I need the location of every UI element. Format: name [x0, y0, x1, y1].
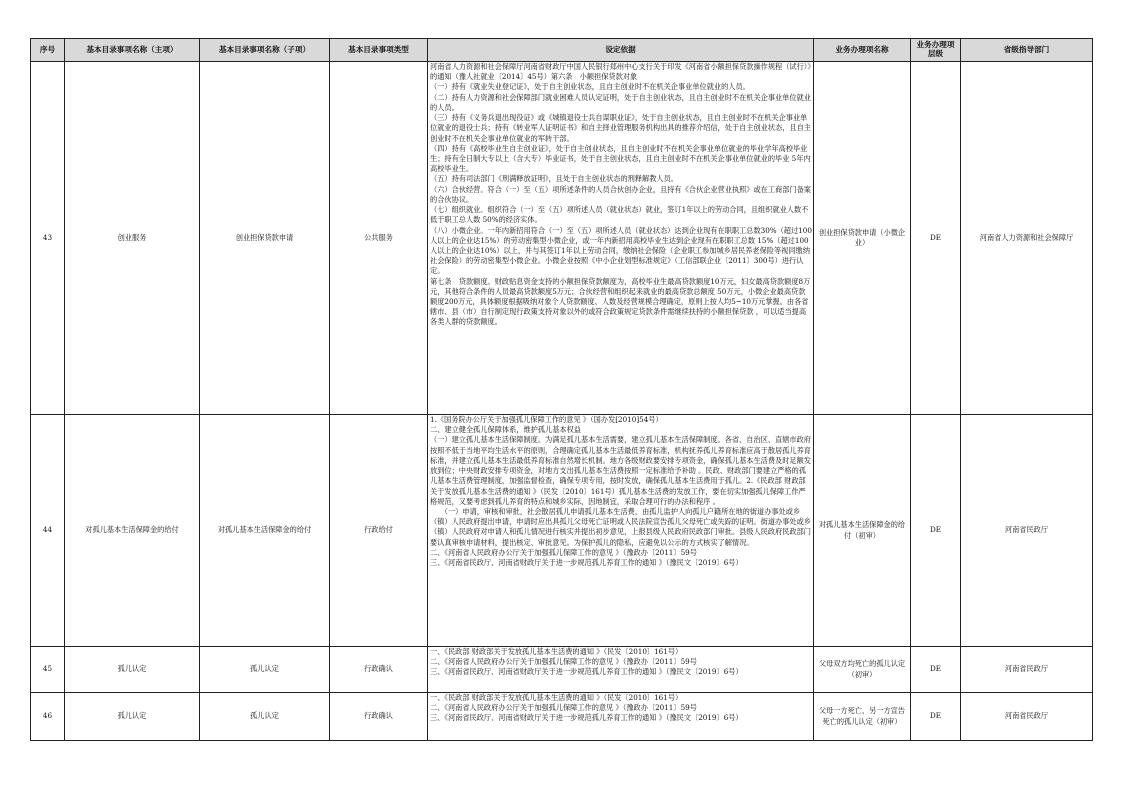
row-service-item: 创业担保贷款申请（小微企业）: [814, 62, 911, 415]
basis-paragraph: （八）小微企业。一年内新招用符合（一）至（五）项所述人员（就业状态）达到企业现有在职职工总数30%（超过100人以上的企业达15%）的劳动密集型小微企业，或一年内新招用高校毕业生达到企业现有在职职工总数 15%（超过100人以上的企业达10%）以上，并与其签订1年以上劳动合同，缴纳社会保险（企业职工参加城乡居民养老保险等视同缴纳社会保险）的劳动密集型小微企业。小微企业按照《中小企业划型标准规定》（工信部联企业〔2011〕300号）进行认定。: [430, 225, 812, 276]
row-main-item: 对孤儿基本生活保障金的给付: [65, 415, 200, 647]
table-header-row: [31, 39, 1093, 62]
basis-paragraph: （五）持有司法部门《刑满释放证明》，且处于自主创业状态的刑释解教人员。: [430, 174, 678, 184]
basis-paragraph: 二、建立健全孤儿保障体系，维护孤儿基本权益: [430, 425, 581, 435]
header-service-item: 业务办理项名称: [814, 39, 911, 62]
basis-paragraph: 二、《河南省人民政府办公厅关于加强孤儿保障工作的意见 》（豫政办〔2011〕59号: [430, 703, 697, 713]
row-basis: [428, 62, 814, 415]
row-dept: 河南省民政厅: [961, 415, 1093, 647]
basis-paragraph: （一）持有《就业失业登记证》，处于自主创业状态，且自主创业时不在机关企事业单位就业的人员。: [430, 82, 750, 92]
row-type: 行政给付: [330, 415, 428, 647]
row-level: DE: [911, 62, 961, 415]
row-basis: [428, 693, 814, 741]
basis-paragraph: （三）持有《义务兵退出现役证》或《城镇退役士兵自谋职业证》，处于自主创业状态，且自主创业时不在机关企事业单位就业的退役士兵；持有《转业军人证明证书》和自主择业管理服务机构出具的推荐介绍信，处于自主创业状态，且自主创业时不在机关企事业单位就业的军转干部。: [430, 113, 811, 143]
basis-paragraph: 三、《河南省民政厅、河南省财政厅关于进一步规范孤儿养育工作的通知 》（豫民文〔2019〕6号）: [430, 667, 743, 677]
row-type: 行政确认: [330, 693, 428, 741]
header-dept: 省级指导部门: [961, 39, 1093, 62]
basis-paragraph: （一）建立孤儿基本生活保障制度。为满足孤儿基本生活需要，建立孤儿基本生活保障制度。各省、自治区、直辖市政府按照不低于当地平均生活水平的原则，合理确定孤儿基本生活最低养育标准，机构抚养孤儿养育标准应高于散居孤儿养育标准，并建立孤儿基本生活最低养育标准自然增长机制。地方各级财政要安排专项资金，确保孤儿基本生活费及时足额发放到位；中央财政安排专项资金，对地方支出孤儿基本生活费按照一定标准给予补助 。民政、财政部门要建立严格的孤儿基本生活费管理制度，加强监督检查，确保专项专用，按时发放，确保孤儿基本生活费用于孤儿。2.《民政部 财政部关于发放孤儿基本生活费的通知 》（民发〔2010〕161号）孤儿基本生活费的发放工作，要在切实加强孤儿保障工作严格规范，又要考虑到孤儿养育的特点和城乡实际，因地制宜，采取合理可行的办法和程序 。: [430, 435, 811, 506]
basis-paragraph: 1.《国务院办公厅关于加强孤儿保障工作的意见 》（国办发[2010]54号）: [430, 415, 663, 424]
basis-paragraph: （六）合伙经营。符合（一）至（五）项所述条件的人员合伙创办企业，且持有《合伙企业营业执照》或在工商部门备案的合伙协议。: [430, 184, 811, 204]
basis-paragraph: 一、《民政部 财政部关于发放孤儿基本生活费的通知 》（民发〔2010〕161号）: [430, 693, 683, 702]
row-no: 45: [31, 647, 65, 693]
row-sub-item: 孤儿认定: [200, 647, 330, 693]
basis-paragraph: （四）持有《高校毕业生自主创业证》，处于自主创业状态，且自主创业时不在机关企事业单位就业的毕业学年高校毕业生；持有全日制大专以上（含大专）毕业证书，处于自主创业状态，且自主创业时不在机关企事业单位就业的毕业 5年内高校毕业生。: [430, 143, 811, 174]
row-level: DE: [911, 693, 961, 741]
row-sub-item: 孤儿认定: [200, 693, 330, 741]
basis-paragraph: 一、《民政部 财政部关于发放孤儿基本生活费的通知 》（民发〔2010〕161号）: [430, 647, 683, 656]
basis-paragraph: （一）申请，审核和审批，社会散居孤儿申请孤儿基本生活费，由孤儿监护人向孤儿户籍所在地的街道办事处或乡（镇）人民政府提出申请，申请时应出具孤儿父母死亡证明或人民法院宣告孤儿父母死亡或失踪的证明。街道办事处或乡（镇）人民政府对申请人和孤儿情况进行核实并提出初步意见，上报县级人民政府民政部门审批。县级人民政府民政部门要认真审核申请材料，提出核定、审批意见。为保护孤儿的隐私，应避免以公示的方式核实了解情况。: [430, 506, 811, 547]
basis-paragraph: 河南省人力资源和社会保障厅河南省财政厅中国人民银行郑州中心支行关于印发《河南省小额担保贷款操作规程（试行）》的通知（豫人社就业〔2014〕45号）第六条 小额担保贷款对象: [430, 62, 811, 82]
row-level: DE: [911, 415, 961, 647]
row-service-item: 父母双方均死亡的孤儿认定（初审）: [814, 647, 911, 693]
row-main-item: 孤儿认定: [65, 693, 200, 741]
row-dept: 河南省人力资源和社会保障厅: [961, 62, 1093, 415]
table-row: [31, 415, 1093, 647]
row-no: 44: [31, 415, 65, 647]
row-basis: [428, 647, 814, 693]
basis-paragraph: 三、《河南省民政厅、河南省财政厅关于进一步规范孤儿养育工作的通知 》（豫民文〔2019〕6号）: [430, 713, 743, 723]
basis-paragraph: （二）持有人力资源和社会保障部门就业困难人员认定证明，处于自主创业状态，且自主创业时不在机关企事业单位就业的人员。: [430, 92, 811, 112]
row-service-item: 父母一方死亡，另一方宣告死亡的孤儿认定（初审）: [814, 693, 911, 741]
row-main-item: 创业服务: [65, 62, 200, 415]
row-main-item: 孤儿认定: [65, 647, 200, 693]
table-row: [31, 647, 1093, 693]
header-basis: 设定依据: [428, 39, 814, 62]
basis-paragraph: 三、《河南省民政厅、河南省财政厅关于进一步规范孤儿养育工作的通知 》（豫民文〔2019〕6号）: [430, 558, 743, 568]
row-no: 46: [31, 693, 65, 741]
row-level: DE: [911, 647, 961, 693]
basis-paragraph: 二、《河南省人民政府办公厅关于加强孤儿保障工作的意见 》（豫政办〔2011〕59号: [430, 657, 697, 667]
header-main-item: 基本目录事项名称（主项）: [65, 39, 200, 62]
table-row: [31, 62, 1093, 415]
header-type: 基本目录事项类型: [330, 39, 428, 62]
row-no: 43: [31, 62, 65, 415]
row-sub-item: 对孤儿基本生活保障金的给付: [200, 415, 330, 647]
basis-paragraph: 第七条 贷款额度。财政贴息资金支持的小额担保贷款额度为，高校毕业生最高贷款额度10万元，妇女最高贷款额度8万元，其他符合条件的人员最高贷款额度5万元；合伙经营和组织起来就业的最高贷款总额度 50万元，小微企业最高贷款额度200万元，具体额度根据吸纳对象个人贷款额度、人数及经营规模合理确定，原则上按人均5~10万元掌握。由各省辖市、县（市）自行制定现行政策支持对象以外的或符合政策规定贷款条件需继续扶持的小额担保贷款 ，可以适当提高各类人群的贷款额度。: [430, 276, 811, 327]
row-basis: [428, 415, 814, 647]
row-type: 行政确认: [330, 647, 428, 693]
row-sub-item: 创业担保贷款申请: [200, 62, 330, 415]
row-dept: 河南省民政厅: [961, 647, 1093, 693]
header-sub-item: 基本目录事项名称（子项）: [200, 39, 330, 62]
header-no: 序号: [31, 39, 65, 62]
header-level: 业务办理项层级: [911, 39, 961, 62]
service-catalog-table: [30, 38, 1093, 741]
table-row: [31, 693, 1093, 741]
basis-paragraph: 二、《河南省人民政府办公厅关于加强孤儿保障工作的意见 》（豫政办〔2011〕59号: [430, 547, 697, 557]
row-dept: 河南省民政厅: [961, 693, 1093, 741]
row-service-item: 对孤儿基本生活保障金的给付（初审）: [814, 415, 911, 647]
basis-paragraph: （七）组织就业。组织符合（一）至（五）项所述人员（就业状态）就业，签订1年以上的劳动合同，且组织就业人数不低于职工总人数 50%的经济实体。: [430, 205, 809, 225]
row-type: 公共服务: [330, 62, 428, 415]
